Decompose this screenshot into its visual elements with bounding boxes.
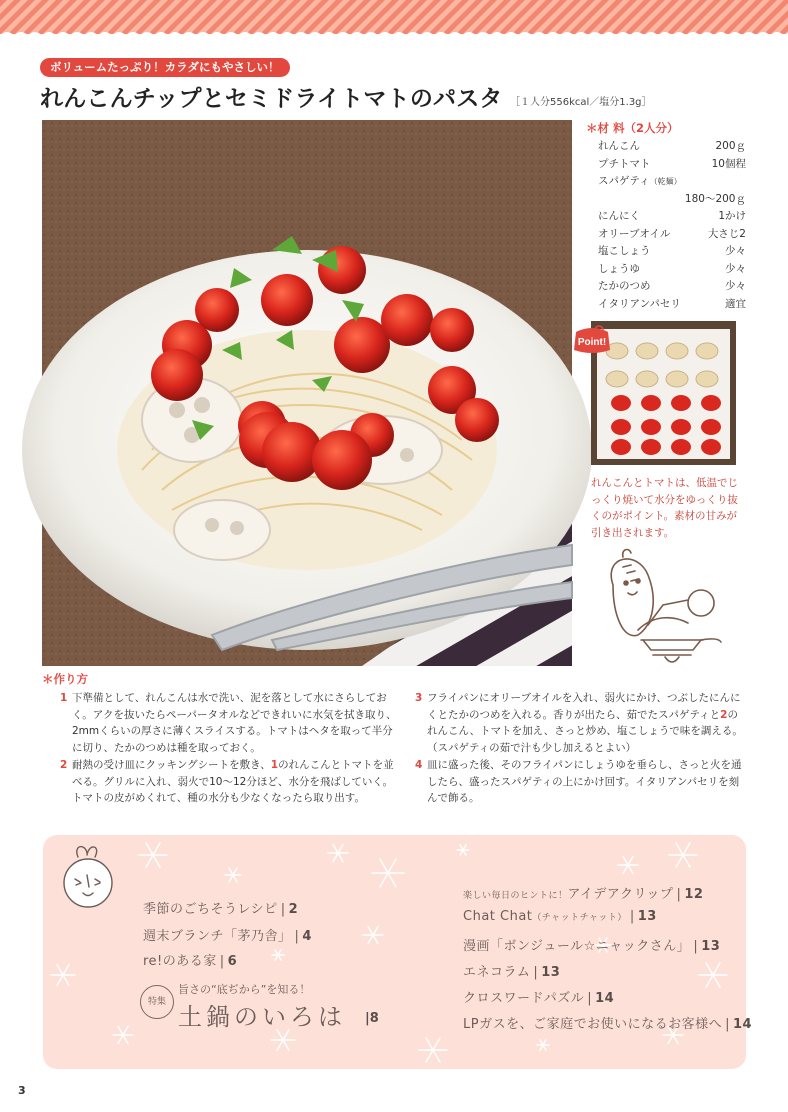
recipe-tagline: ボリュームたっぷり！カラダにもやさしい！ — [40, 58, 290, 77]
toc-label: 季節のごちそうレシピ — [143, 902, 278, 917]
toc-page: 8 — [369, 1011, 379, 1026]
ingredient-row — [598, 243, 746, 261]
toc-page: 12 — [684, 887, 704, 902]
ingredient-row — [598, 138, 746, 156]
recipe-title: れんこんチップとセミドライトマトのパスタ — [40, 86, 503, 112]
toc-label: 週末ブランチ「茅乃舎」 — [143, 929, 292, 944]
toc-page: 13 — [637, 909, 657, 924]
ingredient-row — [598, 208, 746, 226]
toc-divider: | — [219, 954, 225, 969]
ingredient-name: 塩こしょう — [598, 245, 651, 257]
top-decorative-band — [0, 0, 788, 44]
toc-divider: | — [280, 902, 286, 917]
toc-page: 14 — [732, 1017, 753, 1032]
ingredient-name: スパゲティ — [598, 175, 650, 187]
feature-badge: 特集 — [140, 985, 174, 1019]
method-step — [60, 757, 397, 807]
point-badge-label: Point! — [577, 337, 607, 348]
point-text: れんこんとトマトは、低温でじっくり焼いて水分をゆっくり抜くのがポイント。素材の甘みが引き出されます。 — [591, 477, 738, 539]
ingredient-row — [598, 296, 746, 314]
toc-divider: | — [693, 939, 699, 954]
ingredient-amount: 大さじ2 — [707, 227, 746, 240]
step-text: 皿に盛った後、そのフライパンにしょうゆを垂らし、さっと火を通したら、盛ったスパゲティの上にかけ回す。イタリアンパセリを刻んで飾る。 — [427, 759, 742, 805]
toc-label: LPガスを、ご家庭でお使いになるお客様へ — [463, 1017, 723, 1032]
toc-divider: | — [676, 887, 682, 902]
toc-label: re!のある家 — [143, 954, 217, 969]
ingredient-amount: 10個程 — [711, 157, 746, 170]
toc-page: 4 — [302, 929, 312, 944]
pasta-photo — [42, 120, 572, 666]
toc-page: 13 — [541, 965, 561, 980]
toc-item[interactable] — [463, 883, 703, 902]
method-step — [60, 690, 397, 756]
toc-label: アイデアクリップ — [567, 887, 674, 902]
toc-page: 6 — [227, 954, 238, 969]
toc-item[interactable] — [463, 987, 614, 1006]
ingredient-name: しょうゆ — [598, 262, 640, 275]
toc-item[interactable] — [143, 898, 298, 917]
step-reference: 2 — [720, 708, 728, 721]
ingredient-name: イタリアンパセリ — [598, 297, 681, 310]
ingredient-name: れんこん — [598, 140, 640, 152]
step-text: フライパンにオリーブオイルを入れ、弱火にかけ、つぶしたにんにくとたかのつめを入れる。香りが出たら、茹でたスパゲティと — [427, 692, 741, 721]
step-number: 2 — [60, 759, 68, 771]
ingredient-row — [598, 278, 746, 296]
ingredient-row — [598, 191, 746, 209]
feature-subtitle: 旨さの“底ぢから”を知る！ — [178, 983, 311, 996]
step-reference: 1 — [270, 759, 279, 771]
ingredient-row — [598, 261, 746, 279]
toc-divider: | — [294, 929, 300, 944]
ingredient-name: にんにく — [598, 210, 640, 222]
ingredient-note: （乾麺） — [649, 177, 682, 186]
ingredient-amount: 少々 — [725, 245, 746, 257]
ingredient-name: プチトマト — [598, 157, 651, 170]
toc-item[interactable] — [463, 961, 560, 980]
step-text: 下準備として、れんこんは水で洗い、泥を落として水にさらしておく。アクを抜いたらペーパータオルなどできれいに水気を拭き取り、2mmくらいの厚さに薄くスライスする。トマトはヘタを取って半分に切り、たかのつめは種を取っておく。 — [72, 692, 397, 754]
toc-page: 14 — [595, 991, 615, 1006]
ingredient-name: オリーブオイル — [598, 227, 671, 240]
ingredient-amount: 適宜 — [725, 297, 746, 310]
toc-label: Chat Chat — [463, 909, 533, 924]
toc-divider: | — [629, 909, 635, 924]
feature-title[interactable]: 土鍋のいろは — [178, 1003, 346, 1031]
ingredient-amount: 1かけ — [718, 210, 746, 222]
ingredient-amount: 少々 — [725, 262, 746, 275]
toc-item[interactable] — [463, 935, 720, 954]
method-step — [415, 757, 747, 807]
table-of-contents — [43, 835, 753, 1069]
ingredient-name: たかのつめ — [598, 280, 651, 292]
toc-divider: | — [365, 1011, 370, 1026]
ingredients-heading: ＊材 料（2人分） — [586, 121, 679, 135]
point-photo — [591, 321, 736, 465]
ingredients-list — [598, 138, 746, 313]
point-badge — [572, 324, 612, 356]
step-text: のれんこん、トマトを加え、さっと炒め、塩こしょうで味を調える。（スパゲティの茹で汁も少し加えるとよい） — [427, 708, 743, 754]
nutrition-info: ［１人分556kcal／塩分1.3g］ — [510, 97, 652, 108]
toc-item[interactable] — [463, 1013, 752, 1032]
toc-suffix: （チャットチャット） — [532, 913, 627, 923]
ingredient-amount: 180〜200ｇ — [684, 192, 746, 205]
toc-label: エネコラム — [463, 965, 531, 980]
toc-divider: | — [533, 965, 539, 980]
toc-label: クロスワードパズル — [463, 991, 585, 1006]
ingredient-row — [598, 156, 746, 174]
ingredient-row — [598, 226, 746, 244]
toc-item[interactable] — [463, 909, 657, 924]
toc-prefix: 楽しい毎日のヒントに！ — [463, 891, 568, 901]
step-text: 耐熱の受け皿にクッキングシートを敷き、 — [72, 759, 271, 771]
toc-item[interactable] — [143, 950, 237, 969]
ingredient-row — [598, 173, 746, 191]
method-heading: ＊作り方 — [42, 672, 88, 686]
step-number: 1 — [60, 692, 68, 704]
mascot-face-icon — [64, 847, 112, 907]
step-number: 3 — [415, 692, 423, 704]
method-step — [415, 690, 747, 756]
step-number: 4 — [415, 759, 423, 771]
toc-page: 13 — [701, 939, 721, 954]
mascot-cooking-illustration — [593, 545, 743, 670]
feature-page — [365, 1011, 379, 1026]
toc-item[interactable] — [143, 925, 312, 944]
step-text: のれんこんとトマトを並べる。グリルに入れ、弱火で10〜12分ほど、水分を飛ばしていく。トマトの皮がめくれて、種の水分も少なくなったら取り出す。 — [72, 759, 394, 805]
toc-divider: | — [725, 1017, 730, 1032]
ingredient-amount: 200ｇ — [715, 140, 746, 152]
ingredient-amount: 少々 — [725, 280, 746, 292]
toc-label: 漫画「ボンジュール☆ニャックさん」 — [463, 939, 691, 954]
toc-page: 2 — [288, 902, 299, 917]
toc-divider: | — [587, 991, 593, 1006]
page-number: 3 — [18, 1084, 26, 1097]
